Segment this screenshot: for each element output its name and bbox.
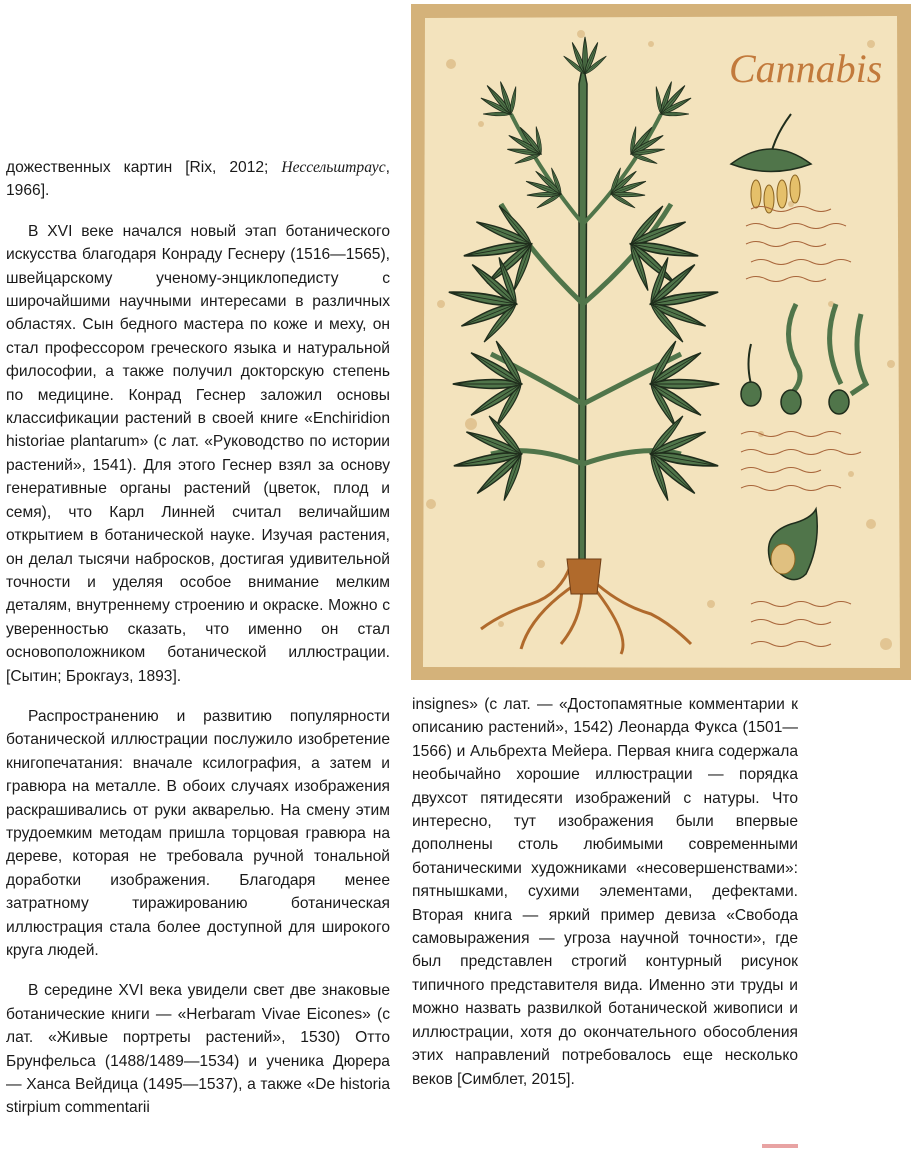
paragraph-continued [6,156,390,203]
paragraph-gesner: В XVI веке начался новый этап ботанического искусства благодаря Конраду Геснеру (1516—1565), швейцарскому ученому-энциклопедисту с широчайшими научными интересами в различных областях. Сын бедного мастера по коже и меху, он стал профессором греческого языка и натуральной философии, а также получил докторскую степень по медицине. Конрад Геснер заложил основы классификации растений в своей книге «Enchiridion historiae plantarum» (с лат. «Руководство по истории растений», 1541). Для этого Геснер взял за основу генеративные органы растений (цветок, плод и семя), что Карл Линней считал величайшим открытием в ботанической науке. Изучая растения, он делал тысячи набросков, достигая удивительной точности и уделяя особое внимание мелким деталям, внутреннему строению и окраске. Можно с уверенностью сказать, что именно он стал основоположником ботанической иллюстрации. [Сытин; Брокгауз, 1893]. [6,222,390,685]
paragraph-books: В середине XVI века увидели свет две знаковые ботанические книги — «Herbaram Vivae Eicones» (с лат. «Живые портреты растений», 1530) Отто Брунфельса (1488/1489—1534) и ученика Дюрера — Ханса Вейдица (1495—1537), а также «De historia stirpium commentarii [6,982,390,1117]
author-name: Нессельштраус [281,159,386,176]
page-corner-mark [762,1144,798,1148]
paragraph-text: дожественных картин [Rix, 2012; [6,159,282,176]
paragraph-text-end: , 1966]. [6,159,390,200]
paragraph-fuchs: insignes» (с лат. — «Достопамятные комментарии к описанию растений», 1542) Леонарда Фукса (1501—1566) и Альбрехта Мейера. Первая книга содержала необычайно хорошие иллюстрации — порядка двухсот пятидесяти изображений с натуры. Что интересно, тут изображения были впервые дополнены столь любимыми современными ботаническими художниками «несовершенствами»: пятнышками, сухими элементами, дефектами. Вторая книга — яркий пример девиза «Свобода самовыражения — угроза научной точности», где был представлен строгий контурный рисунок типичного представителя вида. Именно эти труды и можно назвать развилкой ботанической живописи и иллюстрации, хотя до окончательного обособления этих направлений потребовалось еще несколько веков [Симблет, 2015]. [412,696,798,1088]
paragraph-printing: Распространению и развитию популярности ботанической иллюстрации послужило изобретение книгопечатания: вначале ксилография, а затем и гравюра на металле. В обоих случаях изображения раскрашивались от руки акварелью. На смену этим трудоемким методам пришла торцовая гравюра на дереве, которая не требовала ручной тональной доработки изображения. Благодаря менее затратному тиражированию ботаническая иллюстрация стала более доступной для широкого круга людей. [6,707,390,959]
cannabis-illustration [411,4,911,680]
left-column [6,156,390,1137]
right-column [412,693,798,1091]
illustration-title: Cannabis [729,46,883,91]
